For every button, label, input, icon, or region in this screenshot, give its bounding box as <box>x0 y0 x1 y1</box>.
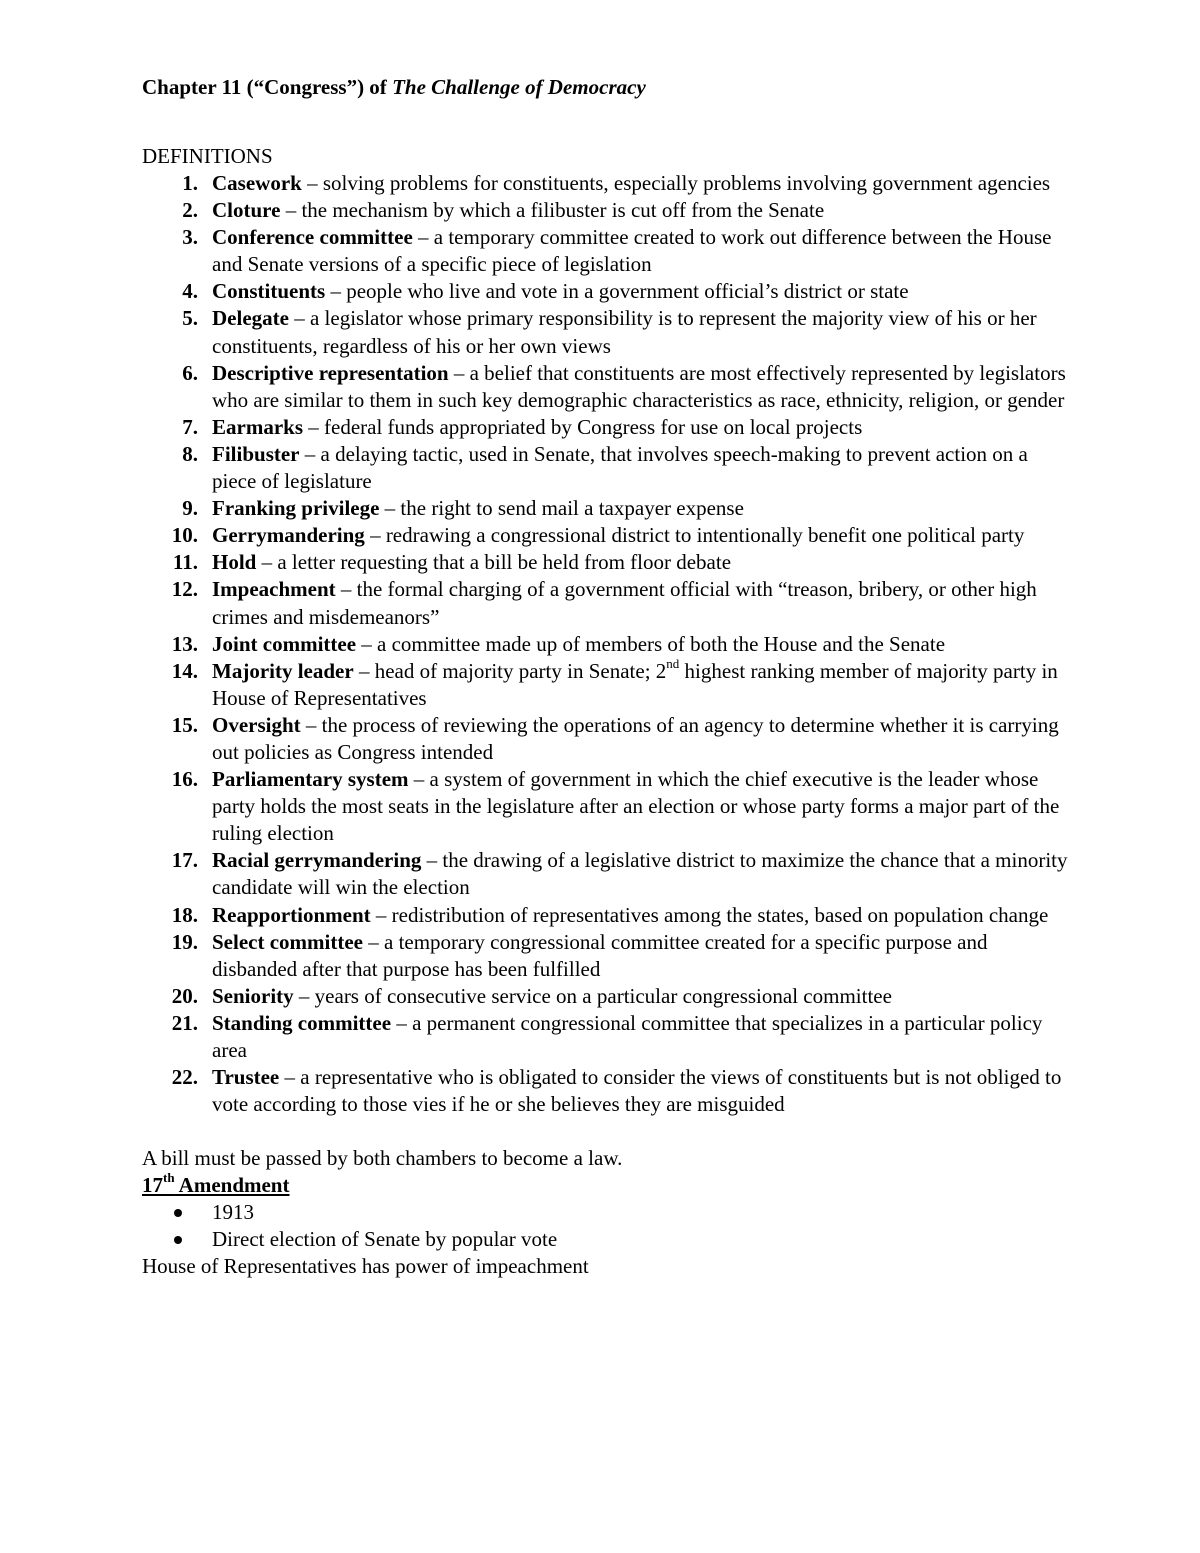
definition-item <box>212 224 1072 278</box>
definition-term: Impeachment <box>212 577 336 602</box>
definition-text: – a letter requesting that a bill be held from floor debate <box>256 550 732 575</box>
definition-term: Parliamentary system <box>212 767 409 792</box>
definition-term: Oversight <box>212 712 301 737</box>
definition-term: Earmarks <box>212 414 303 439</box>
definition-text: – a temporary committee created to work out difference between the House and Senate versions of a specific piece of legislation <box>212 225 1052 277</box>
definition-term: Cloture <box>212 198 281 223</box>
definition-term: Joint committee <box>212 631 357 656</box>
definition-term: Casework <box>212 171 302 195</box>
definition-text-continued: highest ranking member of majority party in House of Representatives <box>212 658 1058 710</box>
title-prefix: Chapter 11 (“Congress”) of <box>142 75 393 99</box>
definition-item <box>212 197 1072 224</box>
definition-text: – the process of reviewing the operations of an agency to determine whether it is carrying out policies as Congress intended <box>212 712 1059 764</box>
definition-term: Standing committee <box>212 1010 392 1035</box>
definition-text: – a legislator whose primary responsibility is to represent the majority view of his or her constituents, regardless of his or her own views <box>212 306 1037 358</box>
document-title <box>142 71 1072 103</box>
definition-text: – a representative who is obligated to consider the views of constituents but is not obliged to vote according to those vies if he or she believes they are misguided <box>212 1065 1062 1117</box>
definition-item <box>212 902 1072 929</box>
definition-term: Majority leader <box>212 658 354 683</box>
amendment-heading <box>142 1172 1072 1199</box>
definition-item <box>212 766 1072 847</box>
definition-term: Delegate <box>212 306 289 331</box>
amendment-bullets <box>142 1199 1072 1253</box>
definition-text: – a belief that constituents are most effectively represented by legislators who are similar to them in such key demographic characteristics as race, ethnicity, religion, or gender <box>212 360 1066 412</box>
definition-item <box>212 847 1072 901</box>
definition-item <box>212 495 1072 522</box>
definition-item <box>212 549 1072 576</box>
document-page <box>142 71 1072 1280</box>
definition-item <box>212 655 1072 712</box>
definition-item <box>212 712 1072 766</box>
definition-term: Filibuster <box>212 441 300 466</box>
definition-item <box>212 278 1072 305</box>
definition-term: Trustee <box>212 1065 280 1090</box>
definition-text: – the mechanism by which a filibuster is cut off from the Senate <box>280 198 825 223</box>
definitions-heading: DEFINITIONS <box>142 144 273 168</box>
definition-item <box>212 576 1072 630</box>
definition-item <box>212 631 1072 658</box>
bullet-item: Direct election of Senate by popular vote <box>212 1226 1072 1253</box>
amendment-number: 17 <box>142 1173 163 1198</box>
ordinal-suffix: nd <box>666 655 680 671</box>
definition-item <box>212 522 1072 549</box>
definition-item <box>212 170 1072 197</box>
definition-item <box>212 360 1072 414</box>
definition-text: – people who live and vote in a government official’s district or state <box>325 279 909 304</box>
definition-item <box>212 983 1072 1010</box>
definition-item <box>212 1010 1072 1064</box>
definition-term: Gerrymandering <box>212 523 365 548</box>
definition-item <box>212 305 1072 359</box>
definition-term: Racial gerrymandering <box>212 848 422 873</box>
definition-text: – a system of government in which the chief executive is the leader whose party holds the most seats in the legislature after an election or whose party forms a major part of the ruling election <box>212 767 1060 846</box>
definition-text: – a delaying tactic, used in Senate, that involves speech-making to prevent action on a piece of legislature <box>212 441 1028 494</box>
definition-text: – solving problems for constituents, especially problems involving government agencies <box>301 171 1051 195</box>
definition-item <box>212 414 1072 441</box>
impeachment-note: House of Representatives has power of impeachment <box>142 1254 589 1279</box>
bullet-item: 1913 <box>212 1199 1072 1226</box>
definition-text: – head of majority party in Senate; 2 <box>353 658 667 683</box>
definition-text: – a committee made up of members of both the House and the Senate <box>356 631 946 656</box>
definition-text: – a temporary congressional committee created for a specific purpose and disbanded after that purpose has been fulfilled <box>212 929 988 981</box>
definition-text: – a permanent congressional committee that specializes in a particular policy area <box>212 1010 1043 1062</box>
definition-text: – the formal charging of a government official with “treason, bribery, or other high crimes and misdemeanors” <box>212 577 1037 629</box>
definition-text: – redrawing a congressional district to intentionally benefit one political party <box>364 523 1025 548</box>
definition-term: Constituents <box>212 279 326 304</box>
definition-text: – the right to send mail a taxpayer expense <box>379 496 744 521</box>
definition-term: Seniority <box>212 983 294 1008</box>
definition-term: Franking privilege <box>212 496 380 521</box>
definition-item <box>212 1064 1072 1118</box>
definition-term: Hold <box>212 550 257 575</box>
definition-term: Select committee <box>212 929 363 954</box>
definition-text: – years of consecutive service on a particular congressional committee <box>293 983 892 1008</box>
definition-item <box>212 441 1072 495</box>
definition-text: – federal funds appropriated by Congress for use on local projects <box>303 414 863 439</box>
definition-text: – the drawing of a legislative district to maximize the chance that a minority candidate will win the election <box>212 848 1068 900</box>
amendment-label: Amendment <box>174 1173 290 1198</box>
bill-note: A bill must be passed by both chambers to become a law. <box>142 1146 623 1171</box>
definition-term: Reapportionment <box>212 902 371 927</box>
definition-term: Conference committee <box>212 225 413 250</box>
definition-item <box>212 929 1072 983</box>
definition-text: – redistribution of representatives among the states, based on population change <box>370 902 1049 927</box>
book-title: The Challenge of Democracy <box>392 75 646 99</box>
definition-term: Descriptive representation <box>212 360 449 385</box>
definitions-list <box>142 170 1072 1118</box>
amendment-ordinal-suffix: th <box>163 1170 175 1186</box>
